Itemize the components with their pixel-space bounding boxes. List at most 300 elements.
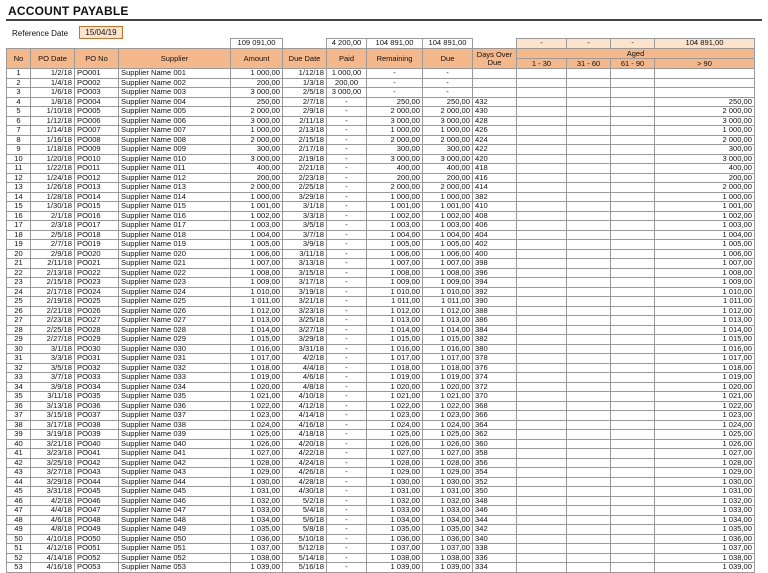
cell-due-date: 4/6/18 — [283, 373, 327, 383]
cell-aged-90 — [655, 78, 755, 88]
cell-aged-61-90 — [611, 69, 655, 79]
cell-aged-31-60 — [567, 477, 611, 487]
cell-days-over-due: 400 — [473, 249, 517, 259]
cell-due-date: 3/29/18 — [283, 192, 327, 202]
cell-due-date: 3/27/18 — [283, 325, 327, 335]
cell-amount: 1 039,00 — [231, 563, 283, 573]
cell-paid: - — [327, 439, 367, 449]
cell-po-no: PO025 — [75, 297, 119, 307]
cell-po-date: 4/10/18 — [31, 534, 75, 544]
cell-due: 1 018,00 — [423, 363, 473, 373]
cell-supplier: Supplier Name 002 — [119, 78, 231, 88]
cell-amount: 1 027,00 — [231, 449, 283, 459]
cell-remaining: 1 034,00 — [367, 515, 423, 525]
table-body — [7, 69, 755, 573]
cell-row-no: 51 — [7, 544, 31, 554]
cell-supplier: Supplier Name 003 — [119, 88, 231, 98]
col-due-date-header: Due Date — [283, 49, 327, 69]
cell-days-over-due — [473, 88, 517, 98]
cell-supplier: Supplier Name 026 — [119, 306, 231, 316]
cell-amount: 2 000,00 — [231, 107, 283, 117]
cell-aged-61-90 — [611, 430, 655, 440]
cell-amount: 1 005,00 — [231, 240, 283, 250]
cell-aged-1-30 — [517, 88, 567, 98]
page-title: ACCOUNT PAYABLE — [8, 4, 129, 18]
cell-row-no: 27 — [7, 316, 31, 326]
cell-po-no: PO019 — [75, 240, 119, 250]
cell-po-date: 3/25/18 — [31, 458, 75, 468]
total-amount: 109 091,00 — [231, 39, 283, 49]
cell-aged-61-90 — [611, 306, 655, 316]
cell-aged-31-60 — [567, 78, 611, 88]
cell-aged-1-30 — [517, 135, 567, 145]
cell-days-over-due: 360 — [473, 439, 517, 449]
cell-aged-90: 1 015,00 — [655, 335, 755, 345]
cell-paid: - — [327, 126, 367, 136]
cell-aged-31-60 — [567, 335, 611, 345]
cell-amount: 1 003,00 — [231, 221, 283, 231]
cell-aged-90: 1 020,00 — [655, 382, 755, 392]
cell-amount: 250,00 — [231, 97, 283, 107]
cell-remaining: 1 007,00 — [367, 259, 423, 269]
cell-row-no: 5 — [7, 107, 31, 117]
cell-aged-1-30 — [517, 78, 567, 88]
cell-paid: - — [327, 477, 367, 487]
cell-remaining: 200,00 — [367, 173, 423, 183]
cell-po-no: PO027 — [75, 316, 119, 326]
cell-days-over-due: 404 — [473, 230, 517, 240]
cell-row-no: 1 — [7, 69, 31, 79]
cell-po-date: 4/14/18 — [31, 553, 75, 563]
cell-due-date: 1/12/18 — [283, 69, 327, 79]
cell-aged-90: 1 018,00 — [655, 363, 755, 373]
cell-aged-1-30 — [517, 392, 567, 402]
cell-amount: 1 009,00 — [231, 278, 283, 288]
cell-po-date: 3/17/18 — [31, 420, 75, 430]
cell-row-no: 20 — [7, 249, 31, 259]
cell-days-over-due: 376 — [473, 363, 517, 373]
cell-aged-1-30 — [517, 192, 567, 202]
cell-supplier: Supplier Name 033 — [119, 373, 231, 383]
cell-amount: 1 016,00 — [231, 344, 283, 354]
cell-amount: 1 021,00 — [231, 392, 283, 402]
cell-supplier: Supplier Name 036 — [119, 401, 231, 411]
cell-paid: - — [327, 401, 367, 411]
cell-due: 1 008,00 — [423, 268, 473, 278]
table-row — [7, 430, 755, 440]
cell-due: 1 029,00 — [423, 468, 473, 478]
cell-aged-90: 2 000,00 — [655, 135, 755, 145]
cell-supplier: Supplier Name 004 — [119, 97, 231, 107]
cell-supplier: Supplier Name 052 — [119, 553, 231, 563]
cell-days-over-due: 430 — [473, 107, 517, 117]
cell-amount: 1 010,00 — [231, 287, 283, 297]
cell-due: 1 025,00 — [423, 430, 473, 440]
cell-aged-61-90 — [611, 316, 655, 326]
cell-aged-1-30 — [517, 335, 567, 345]
cell-row-no: 44 — [7, 477, 31, 487]
cell-due: 1 037,00 — [423, 544, 473, 554]
cell-po-no: PO053 — [75, 563, 119, 573]
cell-row-no: 52 — [7, 553, 31, 563]
cell-aged-31-60 — [567, 449, 611, 459]
cell-aged-31-60 — [567, 563, 611, 573]
cell-remaining: 2 000,00 — [367, 107, 423, 117]
cell-amount: 400,00 — [231, 164, 283, 174]
cell-aged-31-60 — [567, 553, 611, 563]
table-row — [7, 553, 755, 563]
table-row — [7, 259, 755, 269]
cell-aged-31-60 — [567, 306, 611, 316]
cell-due-date: 3/3/18 — [283, 211, 327, 221]
cell-due: 1 019,00 — [423, 373, 473, 383]
cell-aged-1-30 — [517, 249, 567, 259]
cell-paid: - — [327, 449, 367, 459]
cell-aged-31-60 — [567, 249, 611, 259]
cell-days-over-due: 340 — [473, 534, 517, 544]
cell-paid: - — [327, 249, 367, 259]
cell-aged-31-60 — [567, 458, 611, 468]
cell-row-no: 21 — [7, 259, 31, 269]
cell-due-date: 1/3/18 — [283, 78, 327, 88]
cell-aged-1-30 — [517, 97, 567, 107]
col-aged-31-60-header: 31 - 60 — [567, 59, 611, 69]
cell-supplier: Supplier Name 029 — [119, 335, 231, 345]
cell-aged-90: 1 026,00 — [655, 439, 755, 449]
cell-aged-61-90 — [611, 496, 655, 506]
cell-po-date: 3/1/18 — [31, 344, 75, 354]
cell-amount: 1 008,00 — [231, 268, 283, 278]
cell-paid: 3 000,00 — [327, 88, 367, 98]
cell-due-date: 4/4/18 — [283, 363, 327, 373]
cell-aged-1-30 — [517, 259, 567, 269]
cell-po-no: PO048 — [75, 515, 119, 525]
cell-amount: 3 000,00 — [231, 154, 283, 164]
table-row — [7, 268, 755, 278]
cell-supplier: Supplier Name 046 — [119, 496, 231, 506]
cell-po-no: PO002 — [75, 78, 119, 88]
cell-aged-31-60 — [567, 154, 611, 164]
cell-row-no: 14 — [7, 192, 31, 202]
cell-amount: 1 006,00 — [231, 249, 283, 259]
cell-remaining: 2 000,00 — [367, 183, 423, 193]
cell-row-no: 46 — [7, 496, 31, 506]
cell-remaining: 1 039,00 — [367, 563, 423, 573]
cell-aged-1-30 — [517, 183, 567, 193]
cell-paid: - — [327, 287, 367, 297]
cell-days-over-due: 388 — [473, 306, 517, 316]
cell-amount: 1 038,00 — [231, 553, 283, 563]
cell-amount: 200,00 — [231, 173, 283, 183]
cell-aged-1-30 — [517, 202, 567, 212]
cell-aged-61-90 — [611, 363, 655, 373]
cell-supplier: Supplier Name 043 — [119, 468, 231, 478]
cell-po-date: 4/2/18 — [31, 496, 75, 506]
cell-aged-90: 1 000,00 — [655, 192, 755, 202]
cell-remaining: - — [367, 69, 423, 79]
cell-amount: 1 000,00 — [231, 69, 283, 79]
cell-aged-90: 250,00 — [655, 97, 755, 107]
cell-aged-1-30 — [517, 477, 567, 487]
cell-days-over-due: 382 — [473, 192, 517, 202]
cell-aged-90: 1 000,00 — [655, 126, 755, 136]
cell-aged-61-90 — [611, 487, 655, 497]
cell-days-over-due: 372 — [473, 382, 517, 392]
cell-row-no: 28 — [7, 325, 31, 335]
cell-paid: - — [327, 373, 367, 383]
cell-due: 1 004,00 — [423, 230, 473, 240]
cell-remaining: 1 018,00 — [367, 363, 423, 373]
cell-aged-61-90 — [611, 230, 655, 240]
cell-due-date: 3/1/18 — [283, 202, 327, 212]
cell-po-no: PO007 — [75, 126, 119, 136]
cell-aged-61-90 — [611, 411, 655, 421]
cell-due: 1 021,00 — [423, 392, 473, 402]
cell-due-date: 5/16/18 — [283, 563, 327, 573]
cell-due: 200,00 — [423, 173, 473, 183]
cell-days-over-due: 368 — [473, 401, 517, 411]
cell-aged-31-60 — [567, 88, 611, 98]
cell-aged-61-90 — [611, 506, 655, 516]
cell-due: 1 011,00 — [423, 297, 473, 307]
col-supplier-header: Supplier — [119, 49, 231, 69]
cell-row-no: 2 — [7, 78, 31, 88]
cell-row-no: 43 — [7, 468, 31, 478]
cell-aged-31-60 — [567, 525, 611, 535]
cell-aged-61-90 — [611, 297, 655, 307]
cell-remaining: 1 015,00 — [367, 335, 423, 345]
cell-amount: 1 020,00 — [231, 382, 283, 392]
cell-days-over-due: 414 — [473, 183, 517, 193]
cell-days-over-due: 366 — [473, 411, 517, 421]
cell-amount: 1 013,00 — [231, 316, 283, 326]
cell-aged-61-90 — [611, 458, 655, 468]
cell-row-no: 29 — [7, 335, 31, 345]
cell-aged-61-90 — [611, 278, 655, 288]
cell-days-over-due: 352 — [473, 477, 517, 487]
cell-due-date: 5/14/18 — [283, 553, 327, 563]
cell-po-no: PO052 — [75, 553, 119, 563]
cell-days-over-due: 364 — [473, 420, 517, 430]
table-row — [7, 335, 755, 345]
cell-po-date: 4/6/18 — [31, 515, 75, 525]
cell-paid: - — [327, 544, 367, 554]
cell-supplier: Supplier Name 021 — [119, 259, 231, 269]
cell-aged-90: 400,00 — [655, 164, 755, 174]
cell-po-no: PO018 — [75, 230, 119, 240]
cell-due-date: 2/9/18 — [283, 107, 327, 117]
table-row — [7, 135, 755, 145]
cell-days-over-due — [473, 78, 517, 88]
cell-row-no: 30 — [7, 344, 31, 354]
cell-aged-90: 1 037,00 — [655, 544, 755, 554]
col-po-date-header: PO Date — [31, 49, 75, 69]
cell-amount: 1 000,00 — [231, 126, 283, 136]
total-remaining: 104 891,00 — [367, 39, 423, 49]
cell-po-no: PO038 — [75, 420, 119, 430]
cell-po-no: PO050 — [75, 534, 119, 544]
header-row — [7, 49, 755, 59]
cell-days-over-due: 338 — [473, 544, 517, 554]
cell-po-date: 3/11/18 — [31, 392, 75, 402]
cell-due-date: 3/13/18 — [283, 259, 327, 269]
cell-aged-31-60 — [567, 173, 611, 183]
cell-due-date: 2/7/18 — [283, 97, 327, 107]
cell-aged-31-60 — [567, 411, 611, 421]
cell-days-over-due: 408 — [473, 211, 517, 221]
cell-row-no: 34 — [7, 382, 31, 392]
cell-remaining: 1 036,00 — [367, 534, 423, 544]
cell-paid: - — [327, 335, 367, 345]
cell-days-over-due: 402 — [473, 240, 517, 250]
cell-po-no: PO045 — [75, 487, 119, 497]
cell-due: 1 009,00 — [423, 278, 473, 288]
cell-aged-31-60 — [567, 97, 611, 107]
cell-aged-90: 1 031,00 — [655, 487, 755, 497]
cell-remaining: 1 030,00 — [367, 477, 423, 487]
cell-row-no: 15 — [7, 202, 31, 212]
cell-aged-90: 1 016,00 — [655, 344, 755, 354]
cell-row-no: 8 — [7, 135, 31, 145]
cell-aged-1-30 — [517, 287, 567, 297]
cell-row-no: 45 — [7, 487, 31, 497]
cell-paid: - — [327, 411, 367, 421]
cell-days-over-due — [473, 69, 517, 79]
table-row — [7, 316, 755, 326]
total-aged-1-30: - — [517, 39, 567, 49]
cell-po-no: PO009 — [75, 145, 119, 155]
cell-supplier: Supplier Name 028 — [119, 325, 231, 335]
cell-remaining: 1 028,00 — [367, 458, 423, 468]
cell-amount: 1 036,00 — [231, 534, 283, 544]
col-aged-1-30-header: 1 - 30 — [517, 59, 567, 69]
cell-aged-90: 1 038,00 — [655, 553, 755, 563]
table-row — [7, 154, 755, 164]
table-row — [7, 487, 755, 497]
cell-due-date: 3/23/18 — [283, 306, 327, 316]
cell-po-no: PO023 — [75, 278, 119, 288]
cell-amount: 1 033,00 — [231, 506, 283, 516]
cell-amount: 200,00 — [231, 78, 283, 88]
cell-aged-31-60 — [567, 468, 611, 478]
cell-due: 1 000,00 — [423, 192, 473, 202]
cell-paid: - — [327, 230, 367, 240]
table-row — [7, 401, 755, 411]
cell-aged-1-30 — [517, 439, 567, 449]
table-row — [7, 306, 755, 316]
cell-aged-31-60 — [567, 259, 611, 269]
cell-days-over-due: 396 — [473, 268, 517, 278]
cell-supplier: Supplier Name 007 — [119, 126, 231, 136]
cell-aged-61-90 — [611, 145, 655, 155]
cell-remaining: 1 001,00 — [367, 202, 423, 212]
cell-due-date: 5/4/18 — [283, 506, 327, 516]
cell-aged-61-90 — [611, 344, 655, 354]
reference-date-input[interactable]: 15/04/19 — [79, 26, 123, 39]
cell-row-no: 31 — [7, 354, 31, 364]
cell-due: 1 010,00 — [423, 287, 473, 297]
cell-due: 1 007,00 — [423, 259, 473, 269]
cell-row-no: 10 — [7, 154, 31, 164]
cell-aged-90: 1 010,00 — [655, 287, 755, 297]
cell-row-no: 7 — [7, 126, 31, 136]
cell-row-no: 41 — [7, 449, 31, 459]
cell-paid: - — [327, 202, 367, 212]
cell-remaining: 1 025,00 — [367, 430, 423, 440]
cell-aged-90: 1 006,00 — [655, 249, 755, 259]
cell-po-no: PO035 — [75, 392, 119, 402]
cell-po-date: 1/2/18 — [31, 69, 75, 79]
cell-aged-1-30 — [517, 363, 567, 373]
total-due: 104 891,00 — [423, 39, 473, 49]
cell-days-over-due: 416 — [473, 173, 517, 183]
cell-po-no: PO008 — [75, 135, 119, 145]
cell-due-date: 2/11/18 — [283, 116, 327, 126]
cell-aged-61-90 — [611, 88, 655, 98]
cell-aged-31-60 — [567, 230, 611, 240]
cell-days-over-due: 428 — [473, 116, 517, 126]
cell-aged-31-60 — [567, 145, 611, 155]
cell-supplier: Supplier Name 050 — [119, 534, 231, 544]
cell-po-date: 3/23/18 — [31, 449, 75, 459]
cell-paid: - — [327, 496, 367, 506]
cell-aged-61-90 — [611, 183, 655, 193]
cell-aged-1-30 — [517, 401, 567, 411]
cell-aged-61-90 — [611, 287, 655, 297]
cell-due: 300,00 — [423, 145, 473, 155]
cell-days-over-due: 418 — [473, 164, 517, 174]
cell-aged-61-90 — [611, 259, 655, 269]
cell-amount: 1 026,00 — [231, 439, 283, 449]
cell-remaining: 1 022,00 — [367, 401, 423, 411]
table-row — [7, 97, 755, 107]
cell-due: 2 000,00 — [423, 107, 473, 117]
cell-due: 1 020,00 — [423, 382, 473, 392]
cell-paid: - — [327, 515, 367, 525]
cell-po-date: 1/30/18 — [31, 202, 75, 212]
cell-aged-31-60 — [567, 192, 611, 202]
cell-paid: - — [327, 325, 367, 335]
cell-due: 1 034,00 — [423, 515, 473, 525]
cell-po-date: 3/29/18 — [31, 477, 75, 487]
cell-due: 1 024,00 — [423, 420, 473, 430]
cell-aged-31-60 — [567, 202, 611, 212]
table-row — [7, 382, 755, 392]
cell-remaining: 1 013,00 — [367, 316, 423, 326]
cell-aged-90: 1 029,00 — [655, 468, 755, 478]
cell-row-no: 26 — [7, 306, 31, 316]
cell-aged-31-60 — [567, 515, 611, 525]
cell-due-date: 4/12/18 — [283, 401, 327, 411]
cell-aged-90: 1 003,00 — [655, 221, 755, 231]
cell-aged-61-90 — [611, 135, 655, 145]
cell-paid: - — [327, 135, 367, 145]
cell-po-date: 1/14/18 — [31, 126, 75, 136]
cell-days-over-due: 424 — [473, 135, 517, 145]
cell-aged-1-30 — [517, 496, 567, 506]
cell-po-date: 2/5/18 — [31, 230, 75, 240]
cell-remaining: 1 003,00 — [367, 221, 423, 231]
cell-po-date: 2/19/18 — [31, 297, 75, 307]
cell-supplier: Supplier Name 016 — [119, 211, 231, 221]
cell-aged-90: 1 033,00 — [655, 506, 755, 516]
cell-due: 1 039,00 — [423, 563, 473, 573]
cell-due-date: 4/16/18 — [283, 420, 327, 430]
cell-amount: 1 011,00 — [231, 297, 283, 307]
cell-po-date: 3/7/18 — [31, 373, 75, 383]
cell-aged-31-60 — [567, 487, 611, 497]
cell-po-date: 1/24/18 — [31, 173, 75, 183]
